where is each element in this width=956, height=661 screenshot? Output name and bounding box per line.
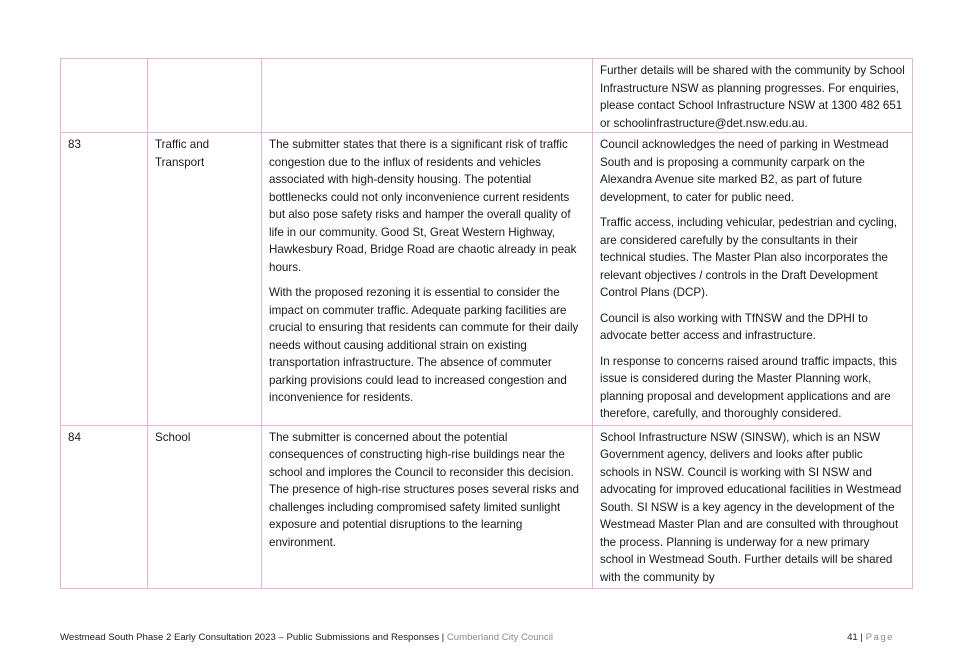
submission-paragraph: With the proposed rezoning it is essential to consider the impact on commuter traffic. Adequate parking facilities are crucial to ensuring that residents can commute for their daily needs without causing additional strain on existing transportation infrastructure. The absence of commuter parking provisions could lead to increased congestion and inconvenience for residents. [269, 286, 579, 404]
response-cell [593, 133, 913, 426]
response-paragraph: Council is also working with TfNSW and the DPHI to advocate better access and infrastructure. [600, 311, 868, 342]
table-row [61, 59, 913, 133]
table-row [61, 133, 913, 426]
page-number: 41 [847, 632, 858, 643]
response-paragraph: Council acknowledges the need of parking in Westmead South and is proposing a community carpark on the Alexandra Avenue site marked B2, as part of future development, to cater for public need. [600, 138, 889, 204]
submission-id-cell: 84 [61, 425, 148, 589]
page-word: Page [865, 632, 894, 643]
submission-paragraph: The submitter is concerned about the potential consequences of constructing high-rise buildings near the school and implores the Council to reconsider this decision. The presence of high-rise structures poses several risks and challenges including compromised safety limited sunlight exposure and potential disruptions to the learning environment. [269, 430, 579, 549]
theme-label-line: School [155, 430, 191, 444]
response-paragraph: School Infrastructure NSW (SINSW), which is an NSW Government agency, delivers and looks after public schools in NSW. Council is working with SI NSW and advocating for improved educational facilities in Westmead South. SI NSW is a key agency in the development of the Westmead Master Plan and are consulted with throughout the process. Planning is underway for a new primary school in Westmead South. Further details will be shared with the community by [600, 430, 902, 584]
response-paragraph: Traffic access, including vehicular, pedestrian and cycling, are considered carefully by the consultants in their technical studies. The Master Plan also incorporates the relevant objectives / controls in the Draft Development Control Plans (DCP). [600, 216, 898, 299]
footer-organisation: Cumberland City Council [446, 632, 553, 643]
theme-cell [148, 133, 262, 426]
theme-label-line: Traffic and [155, 138, 210, 151]
table-row [61, 425, 913, 589]
submissions-table [60, 58, 913, 589]
theme-cell [148, 59, 262, 133]
response-cell [593, 425, 913, 589]
page-number-block [847, 632, 894, 643]
theme-cell [148, 425, 262, 589]
response-paragraph: In response to concerns raised around traffic impacts, this issue is considered during the Master Planning work, planning proposal and development applications and are therefore, carefully, and thoroughly considered. [600, 354, 897, 420]
submission-cell [262, 133, 593, 426]
submission-paragraph: The submitter states that there is a significant risk of traffic congestion due to the influx of residents and vehicles associated with high-density housing. The potential bottlenecks could not only inconvenience current residents but also pose safety risks and hamper the overall quality of life in our community. Good St, Great Western Highway, Hawkesbury Road, Bridge Road are chaotic already in peak hours. [269, 138, 577, 274]
footer-separator: | [441, 632, 445, 643]
submission-id-cell: 83 [61, 133, 148, 426]
submission-cell [262, 425, 593, 589]
page-footer [60, 632, 894, 643]
response-cell [593, 59, 913, 133]
submission-cell [262, 59, 593, 133]
theme-label-line: Transport [155, 155, 205, 169]
footer-title: Westmead South Phase 2 Early Consultation 2023 – Public Submissions and Responses [60, 632, 439, 643]
submission-id-cell [61, 59, 148, 133]
response-paragraph: Further details will be shared with the community by School Infrastructure NSW as planning progresses. For enquiries, please contact School Infrastructure NSW at 1300 482 651 or schoolinfrastructure@det.nsw.edu.au. [600, 64, 905, 130]
page-separator: | [860, 632, 863, 643]
